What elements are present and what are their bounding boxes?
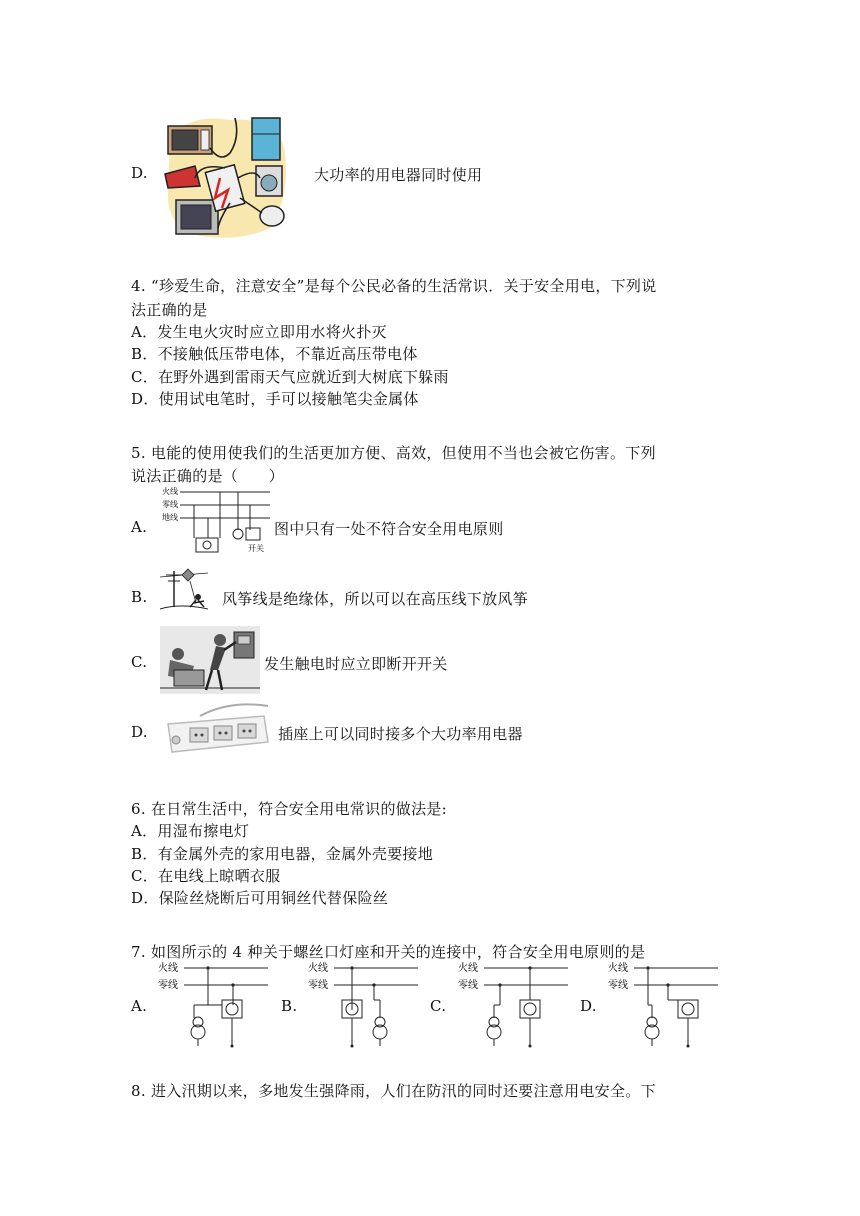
q7a-neutral-label: 零线 bbox=[158, 980, 178, 991]
q5-option-a-text: 图中只有一处不符合安全用电原则 bbox=[274, 520, 504, 538]
q6-option-d[interactable]: D．保险丝烧断后可用铜丝代替保险丝 bbox=[131, 889, 389, 907]
q7-stem: 7. 如图所示的 4 种关于螺丝口灯座和开关的连接中，符合安全用电原则的是 bbox=[131, 943, 646, 961]
q7-option-c-letter[interactable]: C. bbox=[430, 997, 447, 1015]
live-wire-label: 火线 bbox=[162, 487, 178, 496]
q7-option-d-letter[interactable]: D. bbox=[580, 997, 597, 1015]
q7c-neutral-label: 零线 bbox=[458, 980, 478, 991]
q6-option-b[interactable]: B．有金属外壳的家用电器，金属外壳要接地 bbox=[131, 845, 434, 863]
neutral-wire-label: 零线 bbox=[162, 500, 178, 509]
q4-option-c[interactable]: C．在野外遇到雷雨天气应就近到大树底下躲雨 bbox=[131, 368, 449, 386]
power-strip-illustration bbox=[160, 702, 272, 762]
q7d-neutral-label: 零线 bbox=[608, 980, 628, 991]
q5-option-c-letter[interactable]: C. bbox=[131, 653, 148, 671]
q6-option-c[interactable]: C．在电线上晾晒衣服 bbox=[131, 867, 281, 885]
q5-option-a-letter[interactable]: A. bbox=[131, 518, 148, 536]
q5-stem-line2: 说法正确的是（ ） bbox=[131, 467, 285, 485]
q6-stem: 6. 在日常生活中，符合安全用电常识的做法是: bbox=[131, 800, 448, 818]
q6-option-a[interactable]: A．用湿布擦电灯 bbox=[131, 822, 250, 840]
q5-stem-line1: 5. 电能的使用使我们的生活更加方便、高效，但使用不当也会被它伤害。下列 bbox=[131, 444, 656, 462]
q5-option-c-text: 发生触电时应立即断开开关 bbox=[264, 655, 448, 673]
wiring-diagram bbox=[160, 486, 272, 556]
q4-stem-line1: 4. “珍爱生命，注意安全”是每个公民必备的生活常识．关于安全用电，下列说 bbox=[131, 277, 657, 295]
q7-circuit-a bbox=[158, 960, 268, 1050]
kite-powerline-illustration bbox=[160, 567, 208, 611]
q4-option-b[interactable]: B．不接触低压带电体，不靠近高压带电体 bbox=[131, 345, 418, 363]
q7c-live-label: 火线 bbox=[458, 963, 478, 974]
q5-option-d-text: 插座上可以同时接多个大功率用电器 bbox=[278, 725, 523, 743]
q7b-live-label: 火线 bbox=[308, 963, 328, 974]
q3-option-d-text: 大功率的用电器同时使用 bbox=[314, 166, 483, 184]
q7-option-b-letter[interactable]: B. bbox=[281, 997, 298, 1015]
q7d-live-label: 火线 bbox=[608, 963, 628, 974]
electric-shock-rescue-illustration bbox=[160, 626, 260, 694]
ground-wire-label: 地线 bbox=[162, 513, 178, 522]
q7a-live-label: 火线 bbox=[158, 963, 178, 974]
q8-stem-line1: 8. 进入汛期以来，多地发生强降雨，人们在防汛的同时还要注意用电安全。下 bbox=[131, 1082, 656, 1100]
appliances-illustration bbox=[160, 108, 292, 242]
q5-option-b-letter[interactable]: B. bbox=[131, 588, 148, 606]
q7-circuit-b bbox=[308, 960, 418, 1050]
q3-option-d-letter: D. bbox=[131, 164, 148, 182]
q7-option-a-letter[interactable]: A. bbox=[131, 997, 148, 1015]
q7-circuit-d bbox=[608, 960, 718, 1050]
q7b-neutral-label: 零线 bbox=[308, 980, 328, 991]
q4-option-d[interactable]: D．使用试电笔时，手可以接触笔尖金属体 bbox=[131, 390, 419, 408]
q4-stem-line2: 法正确的是 bbox=[131, 301, 208, 319]
q7-circuit-c bbox=[458, 960, 568, 1050]
q5-option-d-letter[interactable]: D. bbox=[131, 723, 148, 741]
q4-option-a[interactable]: A．发生电火灾时应立即用水将火扑灭 bbox=[131, 323, 387, 341]
q5-option-b-text: 风筝线是绝缘体，所以可以在高压线下放风筝 bbox=[222, 590, 529, 608]
switch-label: 开关 bbox=[248, 544, 264, 553]
